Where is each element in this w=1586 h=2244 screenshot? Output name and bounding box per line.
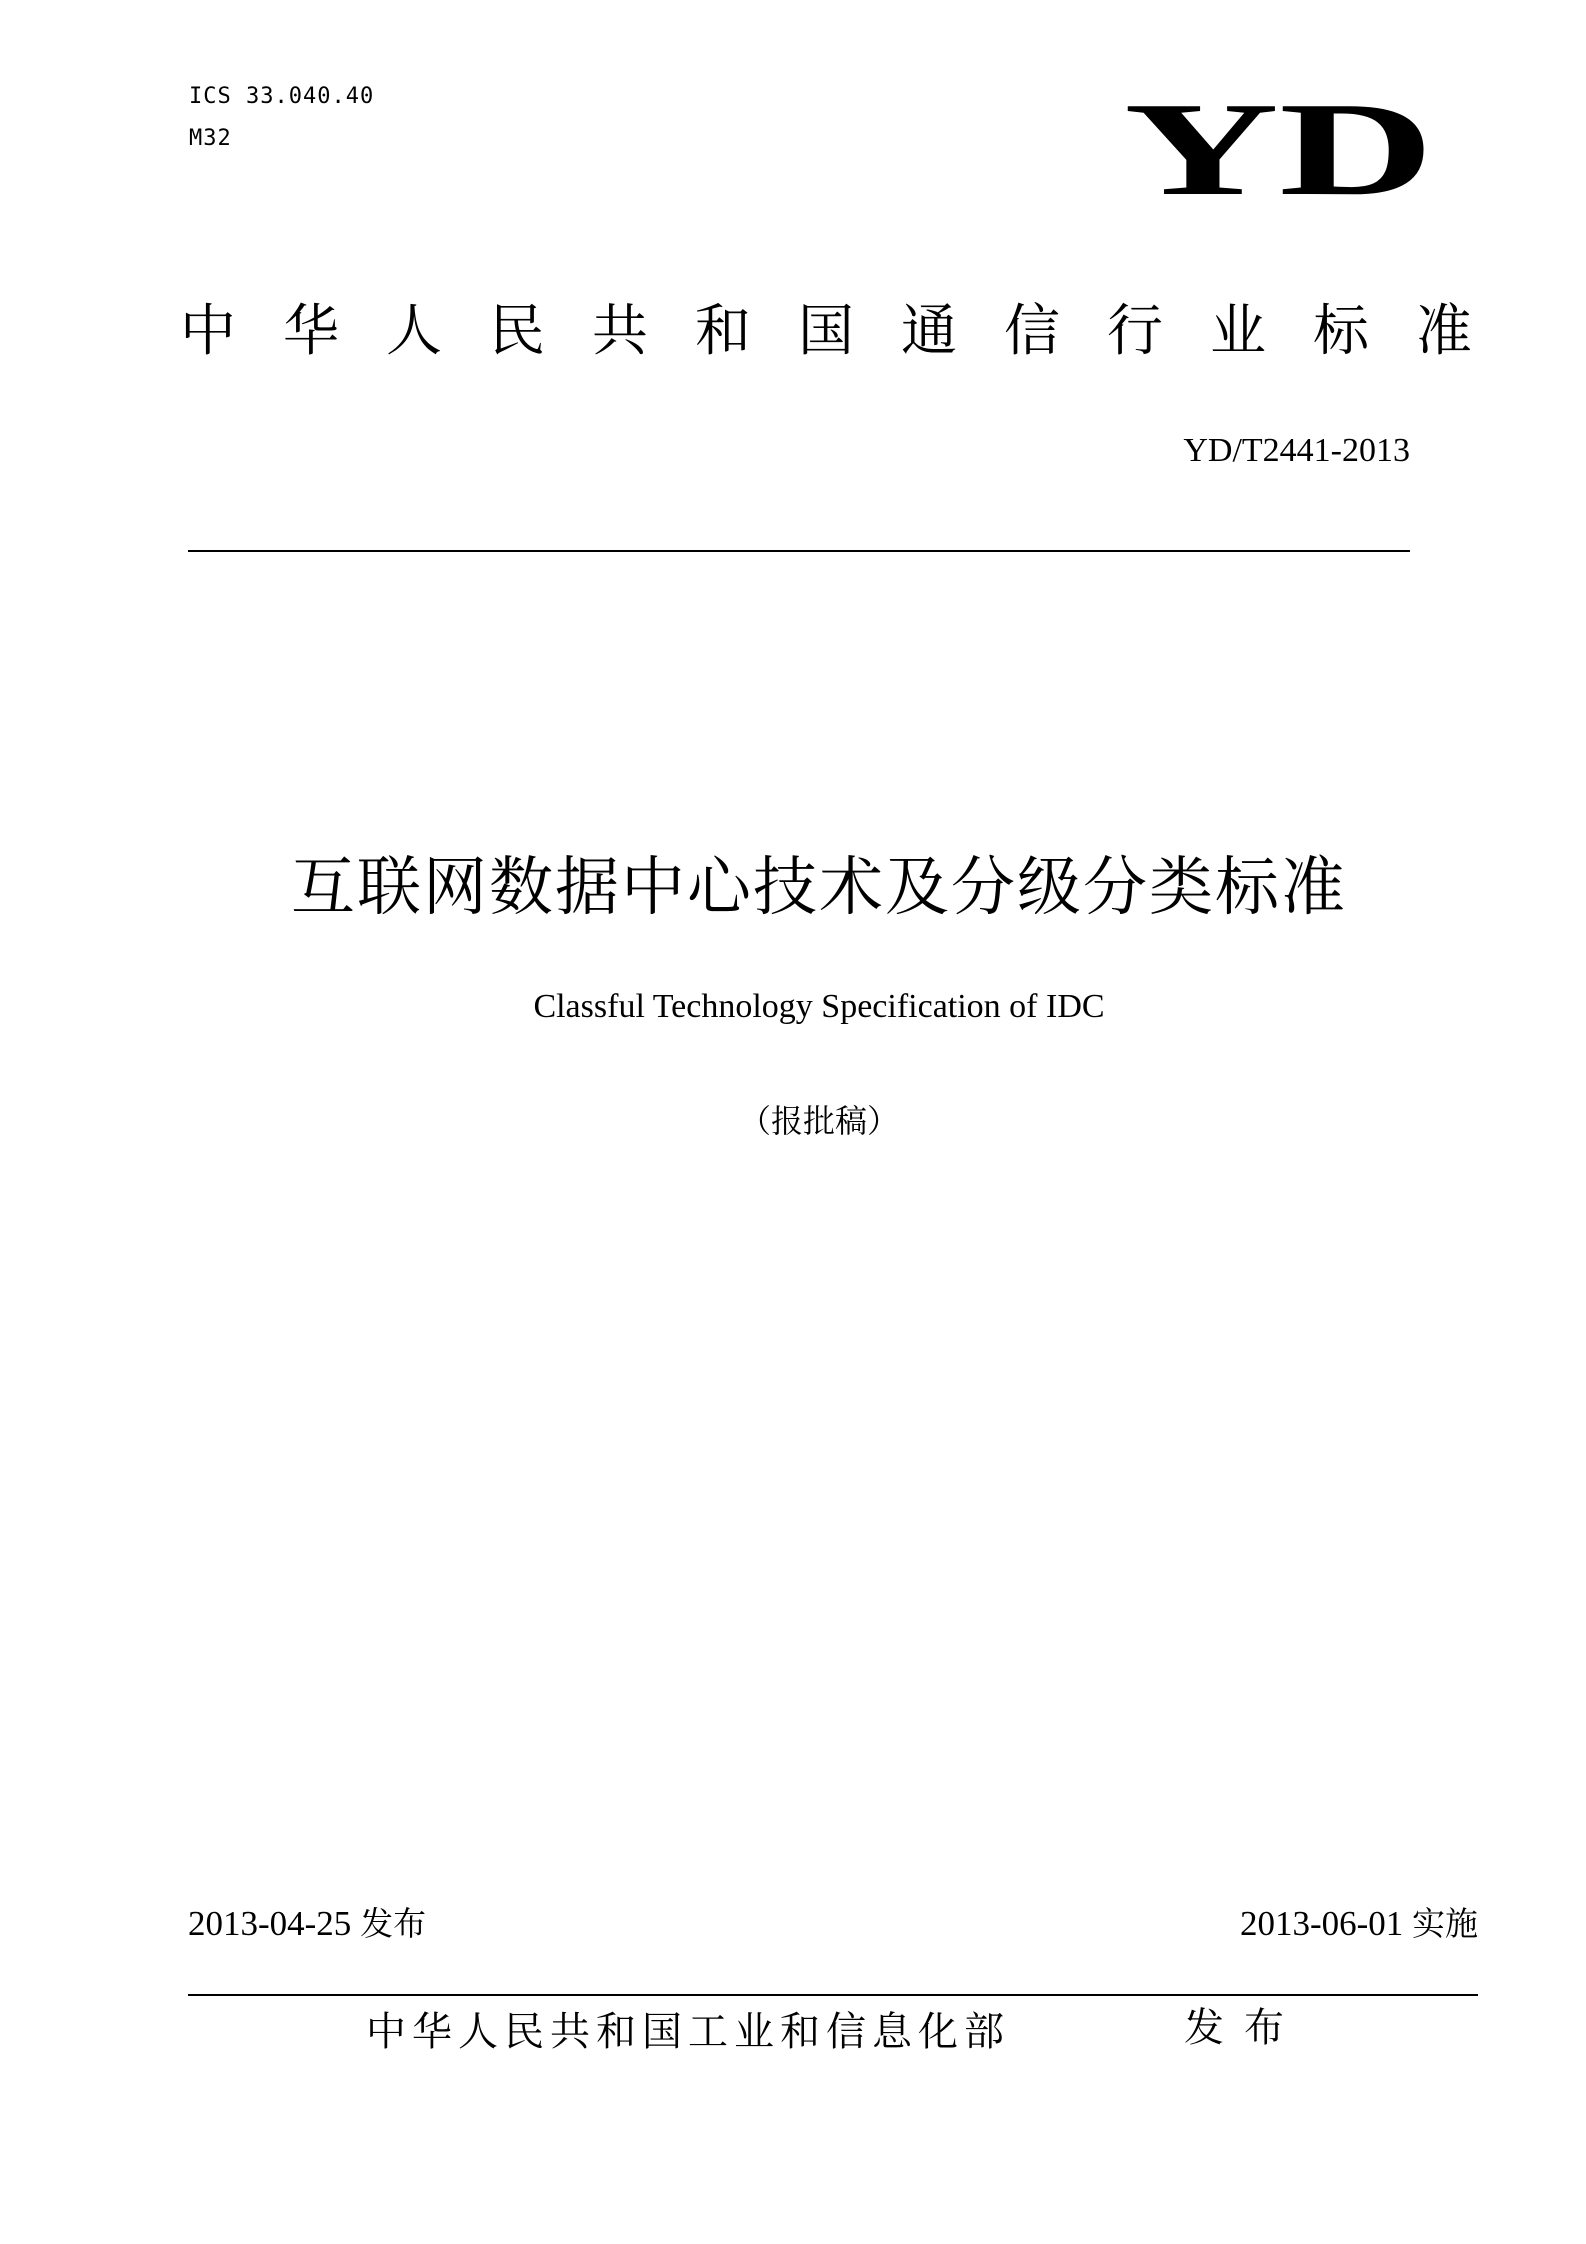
- issuer-name: 中华人民共和国工业和信息化部: [366, 2009, 1010, 2055]
- document-status: [0, 1100, 1586, 1142]
- document-subtitle-text: Classful Technology Specification of IDC: [533, 988, 1105, 1025]
- implement-date-value: 2013-06-01: [1239, 1904, 1404, 1943]
- standard-number: YD/T2441-2013: [1183, 432, 1410, 469]
- yd-logo: [1120, 96, 1438, 200]
- ics-code: ICS 33.040.40: [189, 84, 375, 109]
- bottom-divider: [188, 1994, 1478, 1996]
- publish-date: [188, 1902, 426, 1946]
- implement-date: [1240, 1902, 1478, 1946]
- document-subtitle: [0, 986, 1586, 1028]
- svg-text:YD: YD: [1124, 96, 1434, 200]
- document-title-text: 互联网数据中心技术及分级分类标准: [291, 851, 1347, 925]
- issuer-action: 发布: [1184, 2005, 1304, 2051]
- document-title: [0, 848, 1586, 928]
- publish-label: 发布: [360, 1904, 427, 1943]
- document-status-text: （报批稿）: [738, 1102, 899, 1140]
- top-divider: [188, 550, 1410, 552]
- industry-standard-title: 中华人民共和国通信行业标准: [180, 299, 1519, 364]
- publish-date-value: 2013-04-25: [188, 1904, 352, 1943]
- ccs-code: M32: [189, 126, 232, 151]
- implement-label: 实施: [1412, 1904, 1478, 1943]
